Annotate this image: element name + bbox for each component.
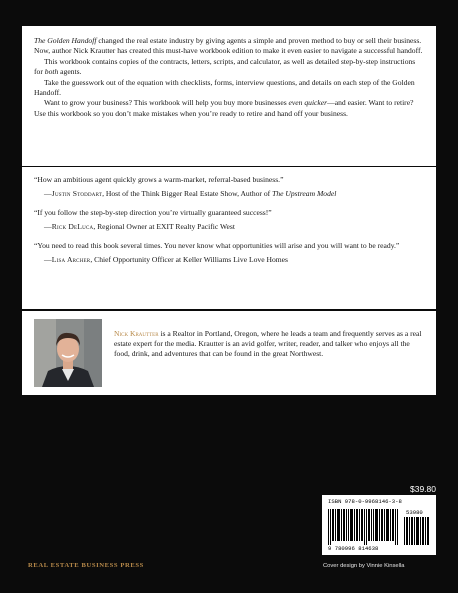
emphasis-text: both (44, 67, 59, 77)
description-text: Want to grow your business? This workbook will help you buy more businesses (44, 98, 289, 108)
price-label: $39.80 (410, 484, 436, 494)
barcode-addon: 53980 (406, 509, 423, 516)
testimonial-role: , Regional Owner at EXIT Realty Pacific West (93, 222, 235, 232)
testimonial (34, 241, 424, 266)
testimonial-quote: “If you follow the step-by-step direction you’re virtually guaranteed success!” (34, 207, 272, 217)
testimonial-name: —Justin Stoddart (44, 189, 103, 199)
testimonial-role: , Host of the Think Bigger Real Estate Show, Author of (102, 189, 273, 199)
testimonial-name: —Rick DeLuca (44, 222, 94, 232)
book-title-italic: The Golden Handoff (34, 36, 97, 45)
author-panel (22, 311, 436, 395)
description-paragraph-4 (34, 98, 424, 119)
author-bio (114, 329, 426, 360)
description-text: changed the real estate industry by giving agents a simple and proven method to buy or sell their business. Now, author Nick Krautter has created this must-have workbook edition to make it even easier to navigate a successful handoff. (34, 36, 423, 56)
barcode-digits: 9 780996 814638 (328, 545, 379, 552)
testimonial-attribution (34, 222, 424, 232)
testimonial-quote: “You need to read this book several times. You never know what opportunities will arise and you will want to be ready.” (34, 240, 400, 250)
testimonial-attribution (34, 189, 424, 199)
author-portrait-image (34, 319, 102, 387)
author-name: Nick Krautter (114, 328, 159, 338)
description-text: This workbook contains copies of the contracts, letters, scripts, and calculator, as well as detailed step-by-step instructions for (34, 56, 416, 77)
publisher-name: REAL ESTATE BUSINESS PRESS (28, 562, 144, 569)
barcode-bars-image (326, 505, 432, 545)
author-photo (34, 319, 102, 387)
description-text: —and easier. Want to retire? Use this workbook so you don’t make mistakes when you’re ready to retire and hand off your business. (34, 98, 414, 118)
barcode (322, 495, 436, 555)
testimonial-quote: “How an ambitious agent quickly grows a warm-market, referral-based business.” (34, 175, 284, 184)
testimonial (34, 208, 424, 233)
isbn-text: ISBN 978-0-9968146-3-8 (328, 498, 402, 505)
testimonial-name: —Lisa Archer (44, 255, 91, 265)
testimonial-book-title: The Upstream Model (272, 189, 337, 199)
description-paragraph-3: Take the guesswork out of the equation with checklists, forms, interview questions, and details on each step of the Golden Handoff. (34, 77, 415, 98)
description-text: agents. (58, 67, 82, 77)
emphasis-text: even quicker (288, 98, 328, 108)
description-paragraph-2 (34, 57, 424, 78)
testimonials-panel (22, 167, 436, 309)
testimonial (34, 175, 424, 200)
author-bio-text: is a Realtor in Portland, Oregon, where he leads a team and frequently serves as a real estate expert for the media. Krautter is an avid golfer, writer, reader, and talker who enjoys all the food, drink, and adventures that can be found in the great Northwest. (114, 328, 422, 359)
cover-design-credit: Cover design by Vinnie Kinsella (323, 563, 405, 569)
testimonial-role: , Chief Opportunity Officer at Keller Williams Live Love Homes (90, 255, 288, 265)
description-paragraph-1 (34, 36, 424, 57)
description-panel (22, 26, 436, 166)
testimonial-attribution (34, 255, 424, 265)
